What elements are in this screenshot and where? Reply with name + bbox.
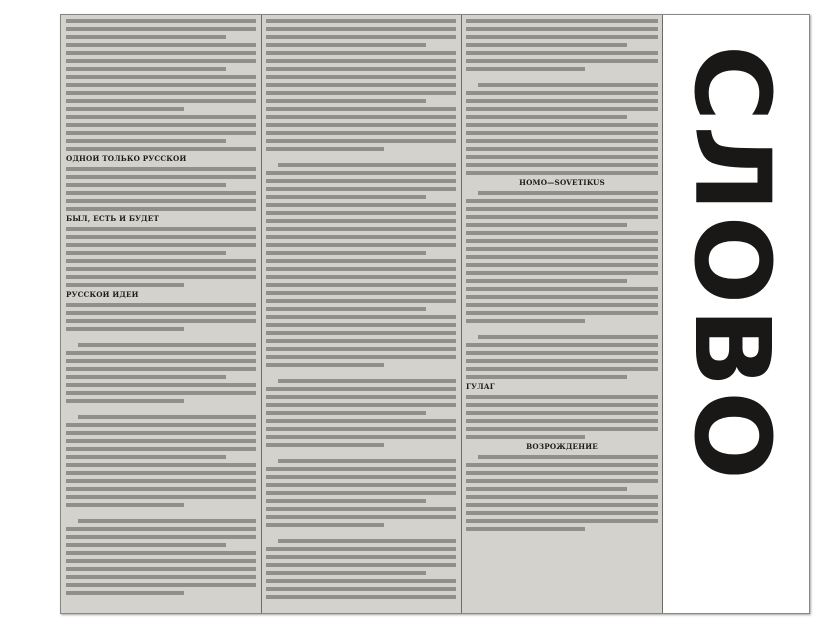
highlight-phrase: БЫЛ, ЕСТЬ И БУДЕТ [66, 215, 160, 223]
highlight-phrase: ГУЛАГ [466, 383, 495, 391]
highlight-phrase: HOMO—SOVETIKUS [519, 179, 605, 187]
highlight-phrase: ВОЗРОЖДЕНИЕ [526, 443, 598, 451]
highlight-phrase: ОДНОЙ ТОЛЬКО РУССКОЙ [66, 155, 187, 163]
highlight-phrase: РУССКОЙ ИДЕИ [66, 291, 139, 299]
article-column-2 [261, 15, 461, 613]
article-column-3 [461, 15, 663, 613]
masthead-title: СЛОВО [671, 45, 793, 484]
article-column-1 [61, 15, 261, 613]
newspaper-clipping [60, 14, 810, 614]
newspaper-masthead [663, 15, 809, 613]
